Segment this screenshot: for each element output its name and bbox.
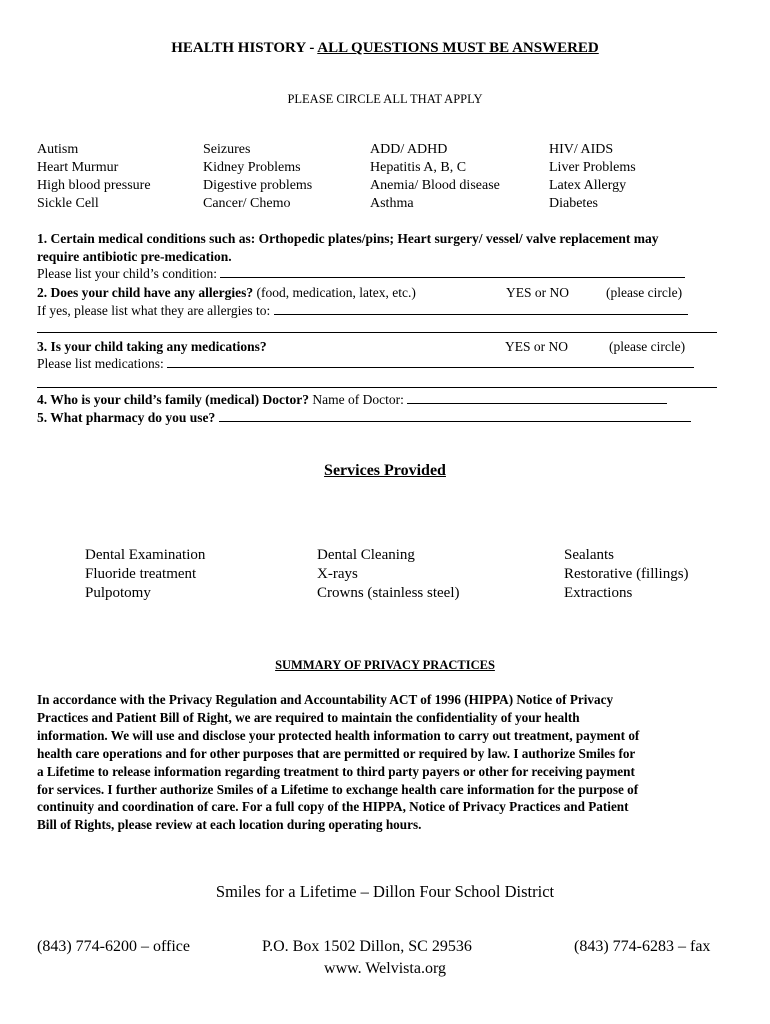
condition-item[interactable]: HIV/ AIDS [549, 142, 614, 157]
condition-item[interactable]: Hepatitis A, B, C [370, 160, 467, 175]
privacy-line: Bill of Rights, please review at each location during operating hours. [37, 817, 422, 833]
privacy-line: for services. I further authorize Smiles of a Lifetime to exchange health care information for the purpose of [37, 781, 639, 797]
service-item: Crowns (stainless steel) [317, 585, 460, 601]
conditions-column-4 [549, 141, 636, 213]
website-link[interactable]: www. Welvista.org [324, 960, 446, 977]
question-5: 5. What pharmacy do you use? [37, 410, 691, 426]
practice-name: Smiles for a Lifetime – Dillon Four School District [215, 882, 555, 901]
condition-item[interactable]: Sickle Cell [37, 196, 99, 211]
condition-item[interactable]: Heart Murmur [37, 160, 119, 175]
services-column-2 [317, 546, 459, 603]
medications-yes-no[interactable]: YES or NO [505, 339, 568, 354]
question-2: 2. Does your child have any allergies? (food, medication, latex, etc.) [37, 285, 416, 300]
service-item: Sealants [564, 547, 614, 563]
privacy-line: health care operations and for other purposes that are permitted or required by law. I authorize Smiles for [37, 745, 636, 761]
services-column-3 [564, 546, 689, 603]
privacy-line: a Lifetime to release information regarding treatment to third party payers or other for receiving payment [37, 763, 635, 779]
service-item: Extractions [564, 585, 633, 601]
allergies-yes-no[interactable]: YES or NO [506, 285, 569, 300]
service-item: Dental Cleaning [317, 547, 415, 563]
question-2-prompt: If yes, please list what they are allergies to: [37, 303, 688, 319]
privacy-line: information. We will use and disclose your protected health information to carry out treatment, payment of [37, 727, 640, 743]
privacy-paragraph [37, 691, 737, 834]
question-3-prompt: Please list medications: [37, 356, 694, 372]
page-title [0, 40, 770, 57]
condition-item[interactable]: Seizures [203, 142, 251, 157]
service-item: Restorative (fillings) [564, 566, 689, 582]
condition-item[interactable]: Digestive problems [203, 178, 313, 193]
condition-blank-line[interactable] [220, 266, 685, 278]
allergies-blank-line[interactable] [274, 303, 688, 315]
service-item: Dental Examination [85, 547, 206, 563]
condition-item[interactable]: ADD/ ADHD [370, 142, 448, 157]
privacy-line: continuity and coordination of care. For a full copy of the HIPPA, Notice of Privacy Practices and Patient [37, 799, 629, 815]
question-1-text: 1. Certain medical conditions such as: Orthopedic plates/pins; Heart surgery/ vessel/ valve replacement may [37, 231, 659, 246]
office-phone: (843) 774-6200 – office [37, 938, 190, 955]
medications-circle-note: (please circle) [609, 339, 686, 354]
fax-number: (843) 774-6283 – fax [574, 938, 711, 955]
service-item: X-rays [317, 566, 358, 582]
condition-item[interactable]: Latex Allergy [549, 178, 627, 193]
condition-item[interactable]: Diabetes [549, 196, 598, 211]
question-1-text-cont: require antibiotic pre-medication. [37, 249, 232, 264]
service-item: Fluoride treatment [85, 566, 197, 582]
question-4: 4. Who is your child’s family (medical) Doctor? Name of Doctor: [37, 392, 667, 408]
condition-item[interactable]: Anemia/ Blood disease [370, 178, 500, 193]
medications-blank-line-2[interactable] [37, 387, 717, 388]
services-title: Services Provided [324, 462, 446, 479]
privacy-line: Practices and Patient Bill of Right, we are required to maintain the confidentiality of your health [37, 709, 580, 725]
doctor-blank-line[interactable] [407, 392, 667, 404]
medications-blank-line[interactable] [167, 356, 694, 368]
circle-instruction: PLEASE CIRCLE ALL THAT APPLY [287, 92, 483, 106]
question-3: 3. Is your child taking any medications? [37, 339, 267, 354]
conditions-column-1 [37, 141, 151, 213]
condition-item[interactable]: Kidney Problems [203, 160, 301, 175]
conditions-column-3 [370, 141, 500, 213]
services-column-1 [85, 546, 205, 603]
condition-item[interactable]: Liver Problems [549, 160, 636, 175]
condition-item[interactable]: High blood pressure [37, 178, 151, 193]
condition-item[interactable]: Autism [37, 142, 79, 157]
condition-item[interactable]: Cancer/ Chemo [203, 196, 291, 211]
allergies-blank-line-2[interactable] [37, 332, 717, 333]
condition-item[interactable]: Asthma [370, 196, 414, 211]
question-1-prompt: Please list your child’s condition: [37, 266, 685, 282]
title-prefix: HEALTH HISTORY - [171, 40, 318, 56]
privacy-line: In accordance with the Privacy Regulation and Accountability ACT of 1996 (HIPPA) Notice of Privacy [37, 692, 614, 707]
title-underlined: ALL QUESTIONS MUST BE ANSWERED [317, 40, 599, 56]
allergies-circle-note: (please circle) [606, 285, 683, 300]
mailing-address: P.O. Box 1502 Dillon, SC 29536 [262, 938, 472, 955]
pharmacy-blank-line[interactable] [219, 410, 691, 422]
privacy-title: SUMMARY OF PRIVACY PRACTICES [275, 658, 495, 672]
conditions-column-2 [203, 141, 312, 213]
service-item: Pulpotomy [85, 585, 151, 601]
